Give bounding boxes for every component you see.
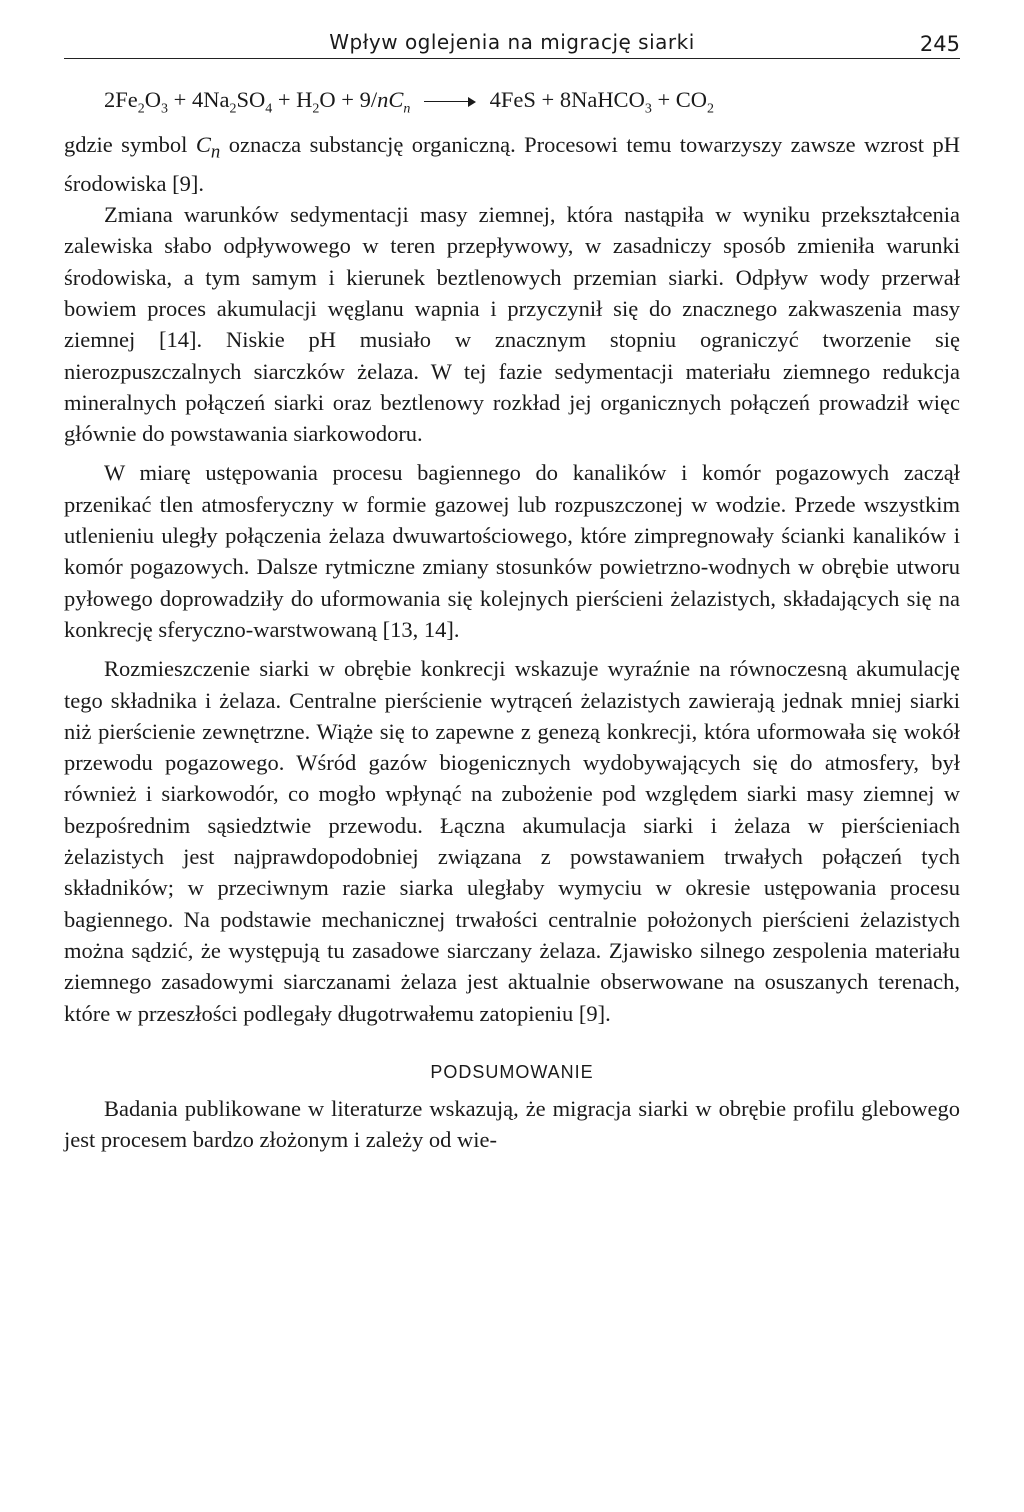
page-number: 245 <box>919 32 960 56</box>
eq-sub: 2 <box>707 101 715 117</box>
eq-part: O + 9/ <box>319 87 378 112</box>
eq-part: + H <box>272 87 313 112</box>
chemical-equation <box>104 87 960 117</box>
continuation-paragraph <box>64 129 960 199</box>
page <box>64 20 960 1155</box>
section-heading: PODSUMOWANIE <box>430 1061 594 1082</box>
reaction-arrow-icon <box>424 97 476 107</box>
body-text <box>64 129 960 1155</box>
eq-part: + CO <box>651 87 708 112</box>
paragraph: W miarę ustępowania procesu bagiennego do kanalików i komór pogazowych zaczął przenikać tlen atmosferyczny w formie gazowej lub rozpuszczonej w wodzie. Przede wszystkim utlenieniu uległy połączenia żelaza dwuwartościowego, które zimpregnowały ścianki kanalików i komór pogazowych. Dalsze rytmiczne zmiany stosunków powietrzno-wodnych w obrębie utworu pyłowego doprowadziły do uformowania się kolejnych pierścieni żelazistych, składających się na konkrecję sferyczno-warstwowaną [13, 14]. <box>64 460 960 642</box>
eq-sub: 4 <box>265 101 273 117</box>
paragraph: Zmiana warunków sedymentacji masy ziemnej, która nastąpiła w wyniku przekształcenia zalewiska słabo odpływowego w teren przepływowy, w zasadniczy sposób zmieniła warunki środowiska, a tym samym i kierunek beztlenowych przemian siarki. Odpływ wody przerwał bowiem proces akumulacji węglanu wapnia i przyczynił się do znacznego zakwaszenia masy ziemnej [14]. Niskie pH musiało w znacznym stopniu ograniczyć tworzenie się nierozpuszczalnych siarczków żelaza. W tej fazie sedymentacji materiału ziemnego redukcja mineralnych połączeń siarki oraz beztlenowy rozkład jej organicznych połączeń prowadził więc głównie do powstawania siarkowodoru. <box>64 202 960 447</box>
eq-part: O <box>144 87 161 112</box>
text-run: oznacza substancję organiczną. Procesowi temu towarzyszy zawsze wzrost pH środowiska [9]. <box>64 132 961 196</box>
paragraph: Rozmieszczenie siarki w obrębie konkrecji wskazuje wyraźnie na równoczesną akumulację tego składnika i żelaza. Centralne pierścienie wytrąceń żelazistych zawierają jednak mniej siarki niż pierścienie zewnętrzne. Wiąże się to zapewne z genezą konkrecji, która uformowała się wokół przewodu pogazowego. Wśród gazów biogenicznych wydobywających się do atmosfery, był również i siarkowodór, co mogło wpłynąć na zubożenie pod względem siarki masy ziemnej w bezpośrednim sąsiedztwie przewodu. Łączna akumulacja siarki i żelaza w pierścieniach żelazistych jest najprawdopodobniej związana z powstawaniem trwałych połączeń tych składników; w przeciwnym razie siarka uległaby wymyciu w okresie ustępowania procesu bagiennego. Na podstawie mechanicznej trwałości centralnie położonych pierścieni żelazistych można sądzić, że występują tu zasadowe siarczany żelaza. Zjawisko silnego zespolenia materiału ziemnego zasadowymi siarczanami żelaza jest aktualnie obserwowane na osuszanych terenach, które w przeszłości podlegały długotrwałemu zatopieniu [9]. <box>64 656 960 1026</box>
eq-part: SO <box>236 87 266 112</box>
eq-sub: 2 <box>312 101 320 117</box>
paragraph: Badania publikowane w literaturze wskazują, że migracja siarki w obrębie profilu glebowego jest procesem bardzo złożonym i zależy od wie- <box>64 1095 960 1153</box>
running-header <box>64 20 960 59</box>
eq-part: + 4Na <box>168 87 230 112</box>
running-title: Wpływ oglejenia na migrację siarki <box>329 30 695 54</box>
eq-sub: n <box>403 101 411 117</box>
symbol-var: C <box>195 132 211 157</box>
eq-sub: 2 <box>229 101 237 117</box>
eq-part: 4FeS + 8NaHCO <box>489 87 645 112</box>
eq-sub: 2 <box>137 101 145 117</box>
eq-var: nC <box>377 87 404 112</box>
eq-part: 2Fe <box>104 87 138 112</box>
eq-sub: 3 <box>161 101 168 117</box>
symbol-sub: n <box>210 141 221 163</box>
text-run: gdzie symbol <box>64 132 196 157</box>
eq-sub: 3 <box>644 101 652 117</box>
